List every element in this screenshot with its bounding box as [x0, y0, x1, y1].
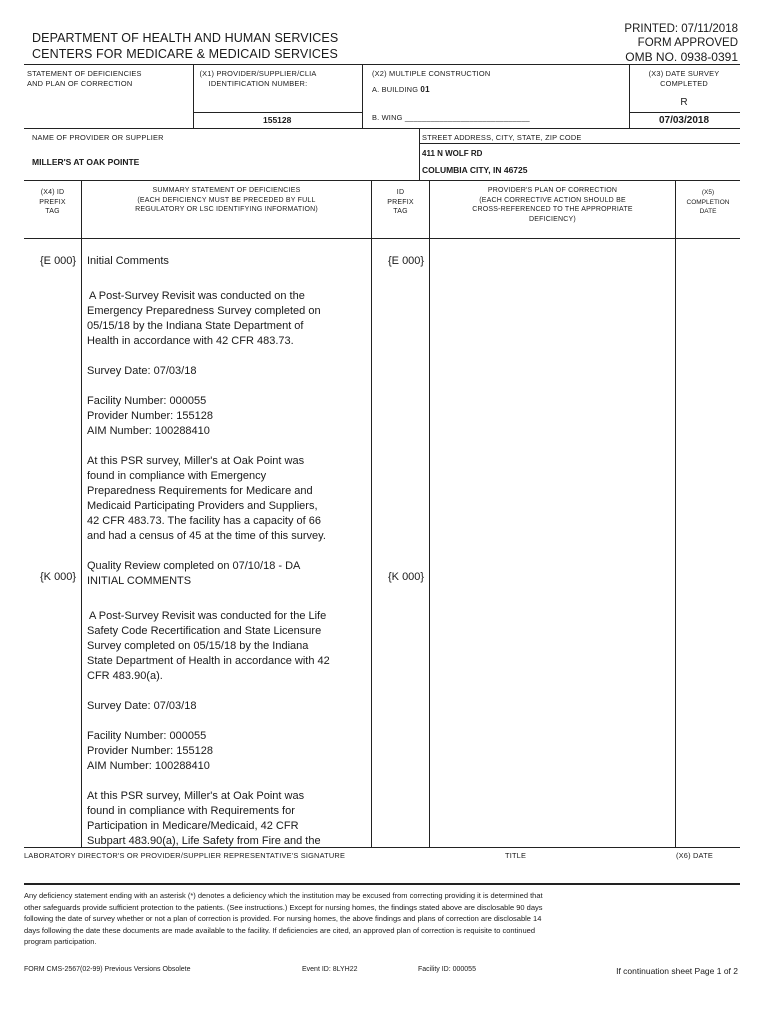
- summary-column-header: SUMMARY STATEMENT OF DEFICIENCIES (EACH DEFICIENCY MUST BE PRECEDED BY FULL REGULATORY OR LSC IDENTIFYING INFORMATION): [135, 187, 318, 213]
- disclaimer-text: Any deficiency statement ending with an asterisk (*) denotes a deficiency which the institution may be excused from correcting providing it is determined that other safeguards provide sufficient protection to the patients. (See instructions.) Except for nursing homes, the findings stated above are disclosable 90 days following the date of survey whether or not a plan of correction is provided. For nursing homes, the above findings and plans of correction are disclosable 14 days following the date these documents are made available to the facility. If deficiencies are cited, an approved plan of correction is requisite to continued program participation.: [24, 891, 543, 946]
- tag-e000-plan: {E 000}: [388, 255, 425, 267]
- omb-number: OMB NO. 0938-0391: [625, 50, 738, 64]
- divider: [193, 64, 194, 128]
- divider: [371, 180, 372, 847]
- x4-column-header: (X4) ID PREFIX TAG: [39, 189, 66, 215]
- form-approved: FORM APPROVED: [637, 37, 738, 49]
- divider: [362, 64, 363, 128]
- city-state-zip: COLUMBIA CITY, IN 46725: [422, 165, 528, 175]
- facility-id: Facility ID: 000055: [418, 966, 476, 973]
- x2-label: (X2) MULTIPLE CONSTRUCTION: [372, 69, 491, 78]
- date-label: (X6) DATE: [676, 851, 713, 860]
- tag-e000: {E 000}: [40, 255, 77, 267]
- provider-number: Provider Number: 155128: [87, 410, 213, 422]
- printed-date: PRINTED: 07/11/2018: [624, 23, 738, 35]
- survey-code: R: [680, 97, 688, 108]
- facility-number: Facility Number: 000055: [87, 730, 207, 742]
- quality-review: Quality Review completed on 07/10/18 - DA: [87, 560, 301, 572]
- x1-label: (X1) PROVIDER/SUPPLIER/CLIA IDENTIFICATION NUMBER:: [199, 69, 317, 88]
- divider: [24, 64, 740, 65]
- centers-name: CENTERS FOR MEDICARE & MEDICAID SERVICES: [32, 47, 338, 61]
- divider: [675, 180, 676, 847]
- section-title: INITIAL COMMENTS: [87, 575, 192, 587]
- divider: [193, 112, 362, 113]
- form-number: FORM CMS-2567(02-99) Previous Versions Obsolete: [24, 966, 191, 973]
- wing-field: B. WING _____________________________: [372, 113, 530, 122]
- section-title: Initial Comments: [87, 255, 169, 267]
- divider: [419, 143, 740, 144]
- page-indicator: If continuation sheet Page 1 of 2: [616, 966, 738, 976]
- divider: [419, 128, 420, 180]
- x5-column-header: (X5) COMPLETION DATE: [686, 189, 730, 215]
- plan-column-header: PROVIDER'S PLAN OF CORRECTION (EACH CORRECTIVE ACTION SHOULD BE CROSS-REFERENCED TO THE APPROPRIATE DEFICIENCY): [472, 187, 633, 223]
- provider-name-label: NAME OF PROVIDER OR SUPPLIER: [32, 133, 164, 142]
- divider: [629, 64, 630, 128]
- statement-label: STATEMENT OF DEFICIENCIES AND PLAN OF CORRECTION: [27, 69, 142, 88]
- tag-k000: {K 000}: [40, 571, 77, 583]
- aim-number: AIM Number: 100288410: [87, 760, 210, 772]
- divider: [81, 180, 82, 847]
- divider: [24, 128, 740, 129]
- provider-name: MILLER'S AT OAK POINTE: [32, 157, 140, 167]
- street-address: 411 N WOLF RD: [422, 149, 483, 158]
- id-column-header: ID PREFIX TAG: [387, 189, 414, 215]
- facility-number: Facility Number: 000055: [87, 395, 207, 407]
- survey-completed-date: 07/03/2018: [658, 115, 710, 126]
- title-label: TITLE: [505, 851, 527, 860]
- paragraph: A Post-Survey Revisit was conducted on the: [89, 290, 305, 302]
- form-info: [624, 22, 738, 64]
- provider-number: Provider Number: 155128: [87, 745, 213, 757]
- paragraph: A Post-Survey Revisit was conducted for the Life: [89, 610, 327, 622]
- divider: [429, 180, 430, 847]
- divider: [24, 883, 740, 885]
- tag-k000-plan: {K 000}: [388, 571, 425, 583]
- agency-header: [32, 30, 338, 62]
- signature-label: LABORATORY DIRECTOR'S OR PROVIDER/SUPPLIER REPRESENTATIVE'S SIGNATURE: [24, 851, 346, 860]
- divider: [24, 180, 740, 181]
- department-name: DEPARTMENT OF HEALTH AND HUMAN SERVICES: [32, 31, 339, 45]
- divider: [24, 847, 740, 848]
- divider: [24, 238, 740, 239]
- x3-label: (X3) DATE SURVEY COMPLETED: [648, 69, 720, 88]
- aim-number: AIM Number: 100288410: [87, 425, 210, 437]
- divider: [629, 112, 740, 113]
- survey-date: Survey Date: 07/03/18: [87, 700, 197, 712]
- building-field: A. BUILDING 01: [372, 85, 430, 94]
- provider-id-number: 155128: [263, 115, 292, 125]
- event-id: Event ID: 8LYH22: [302, 966, 358, 973]
- deficiency-summary: Initial Comments A Post-Survey Revisit was conducted on the Emergency Preparedness Survey completed on 05/15/18 by the Indiana State Department of Health in accordance with 42 CFR 483.73. Survey Date: 07/03/18 Facility Number: 000055 Provider Number: 155128 AIM Number: 100288410 At this PSR survey, Miller's at Oak Point was found in compliance with Emergency Preparedness Requirements for Medicare and Medicaid Participating Providers and Suppliers, 42 CFR 483.73. The facility has a capacity of 66 and had a census of 45 at the time of this survey. Quality Review completed on 07/10/18 - DA INITIAL COMMENTS A Post-Survey Revisit was conducted for the Life Safety Code Recertification and State Licensure Survey completed on 05/15/18 by the Indiana State Department of Health in accordance with 42 CFR 483.90(a). Survey Date: 07/03/18 Facility Number: 000055 Provider Number: 155128 AIM Number: 100288410 At this PSR survey, Miller's at Oak Point was found in compliance with Requirements for Participation in Medicare/Medicaid, 42 CFR Subpart 483.90(a), Life Safety from Fire and the: [87, 254, 369, 849]
- survey-date: Survey Date: 07/03/18: [87, 365, 197, 377]
- address-label: STREET ADDRESS, CITY, STATE, ZIP CODE: [422, 133, 582, 142]
